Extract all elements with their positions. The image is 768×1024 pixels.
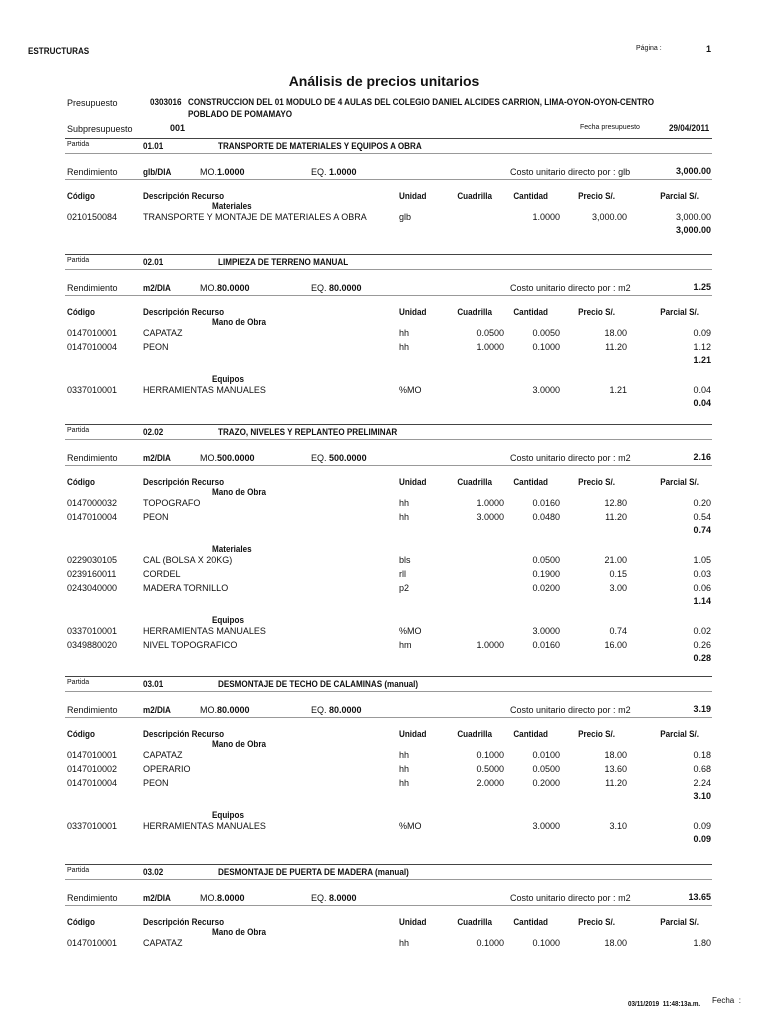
- resource-cuadrilla: 0.1000: [476, 938, 504, 948]
- eq-field: [311, 167, 357, 177]
- eq-field: [311, 705, 362, 715]
- group-title: Mano de Obra: [212, 927, 267, 937]
- resource-parcial: 0.54: [693, 512, 711, 522]
- resource-precio: 11.20: [605, 512, 627, 522]
- resource-description: MADERA TORNILLO: [143, 583, 229, 593]
- col-header-cantidad: Cantidad: [513, 729, 548, 739]
- resource-parcial: 0.06: [693, 583, 711, 593]
- resource-precio: 18.00: [604, 938, 627, 948]
- resource-cuadrilla: 0.5000: [476, 764, 504, 774]
- group-subtotal: 1.21: [693, 355, 711, 365]
- resource-unit: %MO: [399, 385, 422, 395]
- resource-cuadrilla: 2.0000: [476, 778, 504, 788]
- mo-value: 1.0000: [217, 167, 245, 177]
- resource-cuadrilla: 0.0500: [476, 328, 504, 338]
- resource-precio: 0.15: [609, 569, 627, 579]
- group-title: Materiales: [212, 201, 252, 211]
- col-header-parcial: Parcial S/.: [660, 477, 699, 487]
- group-title: Mano de Obra: [212, 487, 267, 497]
- mo-value: 8.0000: [217, 893, 245, 903]
- resource-unit: hh: [399, 778, 410, 788]
- resource-unit: hh: [399, 328, 410, 338]
- resource-code: 0147010002: [67, 764, 118, 774]
- resource-precio: 0.74: [609, 626, 627, 636]
- resource-unit: hm: [399, 640, 412, 650]
- col-header-parcial: Parcial S/.: [660, 307, 699, 317]
- costo-unitario-value: 2.16: [693, 452, 711, 462]
- resource-parcial: 1.05: [693, 555, 711, 565]
- eq-label: EQ.: [311, 705, 327, 715]
- resource-unit: hh: [399, 498, 410, 508]
- resource-code: 0147010004: [67, 512, 118, 522]
- costo-unit: m2: [618, 893, 631, 903]
- page-number: 1: [706, 44, 712, 54]
- resource-code: 0147010004: [67, 342, 118, 352]
- eq-label: EQ.: [311, 167, 327, 177]
- resource-unit: %MO: [399, 821, 422, 831]
- resource-cuadrilla: 3.0000: [476, 512, 504, 522]
- col-header-cantidad: Cantidad: [513, 477, 548, 487]
- resource-parcial: 0.18: [693, 750, 711, 760]
- col-header-cuadrilla: Cuadrilla: [457, 917, 492, 927]
- resource-description: TRANSPORTE Y MONTAJE DE MATERIALES A OBRA: [143, 212, 367, 222]
- group-subtotal: 0.74: [693, 525, 711, 535]
- resource-description: CAPATAZ: [143, 328, 183, 338]
- partida-label: Partida: [67, 257, 90, 264]
- eq-label: EQ.: [311, 283, 327, 293]
- col-header-cuadrilla: Cuadrilla: [457, 477, 492, 487]
- resource-precio: 21.00: [604, 555, 627, 565]
- eq-value: 80.0000: [329, 283, 362, 293]
- costo-unit: glb: [618, 167, 631, 177]
- resource-parcial: 0.03: [693, 569, 711, 579]
- resource-unit: hh: [399, 764, 410, 774]
- rendimiento-label: Rendimiento: [67, 167, 118, 177]
- resource-cantidad: 0.2000: [532, 778, 560, 788]
- eq-field: [311, 283, 362, 293]
- col-header-parcial: Parcial S/.: [660, 729, 699, 739]
- footer-fecha-label: Fecha: [712, 996, 735, 1005]
- partida-code: 03.01: [143, 679, 164, 689]
- eq-field: [311, 453, 367, 463]
- costo-unitario-value: 1.25: [693, 282, 711, 292]
- rendimiento-unit: m2/DIA: [143, 893, 171, 903]
- resource-precio: 18.00: [604, 750, 627, 760]
- mo-label: MO.: [200, 705, 217, 715]
- col-header-precio: Precio S/.: [578, 191, 615, 201]
- eq-label: EQ.: [311, 893, 327, 903]
- col-header-codigo: Código: [67, 729, 95, 739]
- resource-precio: 3,000.00: [591, 212, 627, 222]
- resource-cantidad: 3.0000: [532, 821, 560, 831]
- costo-prefix: Costo unitario directo por :: [510, 283, 616, 293]
- resource-parcial: 0.04: [693, 385, 711, 395]
- group-subtotal: 0.09: [693, 834, 711, 844]
- costo-unit: m2: [618, 283, 631, 293]
- resource-unit: glb: [399, 212, 412, 222]
- eq-value: 1.0000: [329, 167, 357, 177]
- col-header-precio: Precio S/.: [578, 917, 615, 927]
- costo-unit: m2: [618, 453, 631, 463]
- resource-precio: 16.00: [604, 640, 627, 650]
- footer-fecha: [712, 996, 741, 1005]
- resource-description: HERRAMIENTAS MANUALES: [143, 821, 266, 831]
- rendimiento-label: Rendimiento: [67, 283, 118, 293]
- mo-field: [200, 283, 250, 293]
- costo-prefix: Costo unitario directo por :: [510, 453, 616, 463]
- resource-parcial: 0.09: [693, 328, 711, 338]
- partida-name: TRANSPORTE DE MATERIALES Y EQUIPOS A OBRA: [218, 141, 422, 151]
- resource-cantidad: 0.0160: [532, 640, 560, 650]
- resource-precio: 11.20: [605, 778, 627, 788]
- col-header-precio: Precio S/.: [578, 477, 615, 487]
- col-header-unidad: Unidad: [399, 191, 427, 201]
- resource-description: CORDEL: [143, 569, 181, 579]
- eq-value: 80.0000: [329, 705, 362, 715]
- resource-cuadrilla: 1.0000: [476, 640, 504, 650]
- resource-parcial: 1.12: [693, 342, 711, 352]
- resource-cantidad: 0.0100: [532, 750, 560, 760]
- rendimiento-unit: glb/DIA: [143, 167, 172, 177]
- eq-value: 500.0000: [329, 453, 367, 463]
- col-header-unidad: Unidad: [399, 477, 427, 487]
- resource-precio: 3.10: [609, 821, 627, 831]
- resource-precio: 18.00: [604, 328, 627, 338]
- resource-cuadrilla: 1.0000: [476, 342, 504, 352]
- resource-code: 0337010001: [67, 626, 118, 636]
- partida-label: Partida: [67, 427, 90, 434]
- resource-code: 0147010001: [67, 750, 118, 760]
- resource-code: 0210150084: [67, 212, 118, 222]
- col-header-unidad: Unidad: [399, 729, 427, 739]
- rendimiento-label: Rendimiento: [67, 893, 118, 903]
- resource-parcial: 2.24: [693, 778, 711, 788]
- resource-cantidad: 0.0500: [532, 764, 560, 774]
- rendimiento-label: Rendimiento: [67, 453, 118, 463]
- eq-field: [311, 893, 357, 903]
- group-subtotal: 3,000.00: [675, 225, 711, 235]
- resource-unit: hh: [399, 512, 410, 522]
- resource-cantidad: 0.1000: [532, 342, 560, 352]
- group-subtotal: 0.04: [693, 398, 711, 408]
- resource-code: 0243040000: [67, 583, 118, 593]
- mo-label: MO.: [200, 167, 217, 177]
- resource-cantidad: 0.0480: [532, 512, 560, 522]
- rendimiento-unit: m2/DIA: [143, 453, 171, 463]
- mo-label: MO.: [200, 893, 217, 903]
- col-header-cuadrilla: Cuadrilla: [457, 729, 492, 739]
- group-title: Mano de Obra: [212, 739, 267, 749]
- resource-cuadrilla: 0.1000: [476, 750, 504, 760]
- mo-field: [200, 167, 245, 177]
- resource-description: CAPATAZ: [143, 750, 183, 760]
- costo-unitario-value: 13.65: [688, 892, 711, 902]
- resource-precio: 13.60: [604, 764, 627, 774]
- resource-unit: bls: [399, 555, 411, 565]
- resource-precio: 1.21: [609, 385, 627, 395]
- resource-code: 0337010001: [67, 385, 118, 395]
- company-name: ESTRUCTURAS: [28, 46, 90, 56]
- mo-field: [200, 893, 245, 903]
- footer-colon: :: [738, 996, 741, 1005]
- mo-label: MO.: [200, 283, 217, 293]
- col-header-descripcion: Descripción Recurso: [143, 917, 225, 927]
- partida-name: DESMONTAJE DE TECHO DE CALAMINAS (manual): [218, 679, 419, 689]
- resource-description: PEON: [143, 778, 169, 788]
- partida-code: 02.01: [143, 257, 164, 267]
- costo-prefix: Costo unitario directo por :: [510, 705, 616, 715]
- col-header-descripcion: Descripción Recurso: [143, 191, 225, 201]
- col-header-cantidad: Cantidad: [513, 191, 548, 201]
- costo-prefix: Costo unitario directo por :: [510, 893, 616, 903]
- resource-description: HERRAMIENTAS MANUALES: [143, 626, 266, 636]
- resource-code: 0239160011: [67, 569, 117, 579]
- resource-code: 0147010004: [67, 778, 118, 788]
- resource-unit: %MO: [399, 626, 422, 636]
- presupuesto-desc-2: POBLADO DE POMAMAYO: [188, 109, 293, 119]
- resource-parcial: 0.26: [693, 640, 711, 650]
- subpresupuesto-label: Subpresupuesto: [67, 124, 133, 134]
- costo-unitario-value: 3.19: [693, 704, 711, 714]
- mo-value: 80.0000: [217, 705, 250, 715]
- partida-code: 01.01: [143, 141, 164, 151]
- resource-unit: hh: [399, 342, 410, 352]
- fecha-presupuesto: 29/04/2011: [669, 123, 710, 133]
- resource-description: NIVEL TOPOGRAFICO: [143, 640, 238, 650]
- resource-parcial: 0.68: [693, 764, 711, 774]
- mo-value: 80.0000: [217, 283, 250, 293]
- costo-unit: m2: [618, 705, 631, 715]
- resource-description: CAL (BOLSA X 20KG): [143, 555, 233, 565]
- group-subtotal: 0.28: [693, 653, 711, 663]
- mo-field: [200, 705, 250, 715]
- resource-cantidad: 0.0200: [532, 583, 560, 593]
- mo-field: [200, 453, 255, 463]
- rendimiento-label: Rendimiento: [67, 705, 118, 715]
- eq-label: EQ.: [311, 453, 327, 463]
- resource-cantidad: 3.0000: [532, 626, 560, 636]
- group-title: Equipos: [212, 615, 244, 625]
- footer-date: 03/11/2019: [628, 1001, 660, 1008]
- col-header-parcial: Parcial S/.: [660, 917, 699, 927]
- group-title: Equipos: [212, 374, 244, 384]
- page-label: Página :: [636, 45, 662, 52]
- costo-prefix: Costo unitario directo por :: [510, 167, 616, 177]
- page-title: Análisis de precios unitarios: [288, 73, 480, 89]
- subpresupuesto-code: 001: [170, 123, 186, 133]
- partida-name: TRAZO, NIVELES Y REPLANTEO PRELIMINAR: [218, 427, 398, 437]
- resource-description: OPERARIO: [143, 764, 191, 774]
- resource-precio: 12.80: [604, 498, 627, 508]
- resource-description: CAPATAZ: [143, 938, 183, 948]
- footer-time: 11:48:13a.m.: [662, 1001, 701, 1008]
- partida-code: 03.02: [143, 867, 164, 877]
- resource-parcial: 0.09: [693, 821, 711, 831]
- col-header-codigo: Código: [67, 477, 95, 487]
- col-header-codigo: Código: [67, 917, 95, 927]
- group-subtotal: 1.14: [693, 596, 711, 606]
- resource-parcial: 0.20: [693, 498, 711, 508]
- col-header-cuadrilla: Cuadrilla: [457, 307, 492, 317]
- col-header-precio: Precio S/.: [578, 307, 615, 317]
- footer-datetime: [628, 1001, 700, 1008]
- partida-name: LIMPIEZA DE TERRENO MANUAL: [218, 257, 349, 267]
- mo-value: 500.0000: [217, 453, 255, 463]
- col-header-unidad: Unidad: [399, 307, 427, 317]
- rendimiento-unit: m2/DIA: [143, 283, 171, 293]
- fecha-presupuesto-label: Fecha presupuesto: [580, 124, 640, 131]
- col-header-codigo: Código: [67, 307, 95, 317]
- col-header-descripcion: Descripción Recurso: [143, 307, 225, 317]
- resource-parcial: 3,000.00: [675, 212, 711, 222]
- resource-parcial: 1.80: [693, 938, 711, 948]
- resource-cantidad: 1.0000: [532, 212, 560, 222]
- resource-cantidad: 0.0500: [532, 555, 560, 565]
- resource-unit: hh: [399, 750, 410, 760]
- resource-code: 0337010001: [67, 821, 118, 831]
- eq-value: 8.0000: [329, 893, 357, 903]
- resource-unit: rll: [399, 569, 406, 579]
- partida-label: Partida: [67, 679, 90, 686]
- resource-description: PEON: [143, 342, 169, 352]
- resource-parcial: 0.02: [693, 626, 711, 636]
- mo-label: MO.: [200, 453, 217, 463]
- presupuesto-desc: CONSTRUCCION DEL 01 MODULO DE 4 AULAS DEL COLEGIO DANIEL ALCIDES CARRION, LIMA-OYON-OYON-CENTRO: [188, 97, 655, 107]
- costo-unitario-value: 3,000.00: [675, 166, 711, 176]
- resource-cantidad: 0.0160: [532, 498, 560, 508]
- resource-cantidad: 3.0000: [532, 385, 560, 395]
- resource-cantidad: 0.1000: [532, 938, 560, 948]
- group-title: Materiales: [212, 544, 252, 554]
- resource-unit: p2: [399, 583, 410, 593]
- col-header-cantidad: Cantidad: [513, 917, 548, 927]
- partida-code: 02.02: [143, 427, 164, 437]
- col-header-descripcion: Descripción Recurso: [143, 477, 225, 487]
- resource-code: 0349880020: [67, 640, 118, 650]
- resource-code: 0147000032: [67, 498, 118, 508]
- presupuesto-code: 0303016: [150, 97, 182, 107]
- col-header-codigo: Código: [67, 191, 95, 201]
- col-header-cantidad: Cantidad: [513, 307, 548, 317]
- presupuesto-label: Presupuesto: [67, 98, 118, 108]
- partida-label: Partida: [67, 867, 90, 874]
- resource-code: 0229030105: [67, 555, 118, 565]
- group-title: Equipos: [212, 810, 244, 820]
- resource-cantidad: 0.0050: [532, 328, 560, 338]
- resource-code: 0147010001: [67, 938, 118, 948]
- resource-cantidad: 0.1900: [532, 569, 560, 579]
- group-subtotal: 3.10: [693, 791, 711, 801]
- group-title: Mano de Obra: [212, 317, 267, 327]
- resource-precio: 11.20: [605, 342, 627, 352]
- col-header-cuadrilla: Cuadrilla: [457, 191, 492, 201]
- resource-precio: 3.00: [609, 583, 627, 593]
- partida-name: DESMONTAJE DE PUERTA DE MADERA (manual): [218, 867, 409, 877]
- partida-label: Partida: [67, 141, 90, 148]
- rendimiento-unit: m2/DIA: [143, 705, 171, 715]
- col-header-precio: Precio S/.: [578, 729, 615, 739]
- resource-description: HERRAMIENTAS MANUALES: [143, 385, 266, 395]
- resource-code: 0147010001: [67, 328, 118, 338]
- col-header-descripcion: Descripción Recurso: [143, 729, 225, 739]
- col-header-parcial: Parcial S/.: [660, 191, 699, 201]
- resource-unit: hh: [399, 938, 410, 948]
- resource-description: PEON: [143, 512, 169, 522]
- resource-description: TOPOGRAFO: [143, 498, 201, 508]
- resource-cuadrilla: 1.0000: [476, 498, 504, 508]
- col-header-unidad: Unidad: [399, 917, 427, 927]
